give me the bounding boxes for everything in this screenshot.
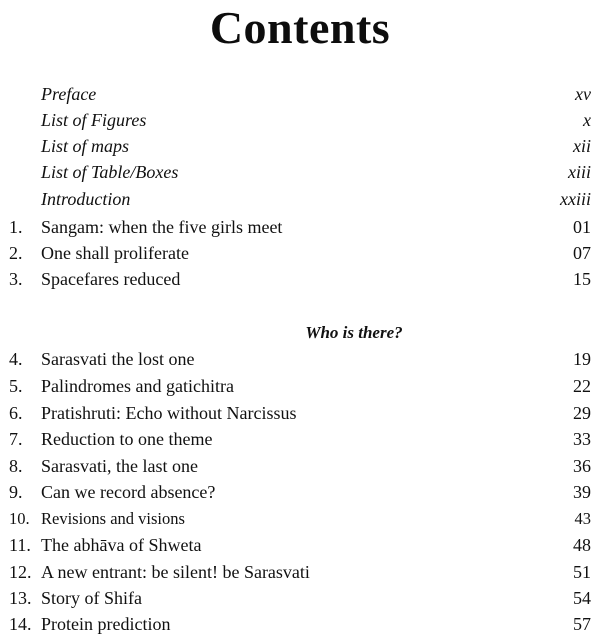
toc-entry-label: Reduction to one theme [41, 429, 213, 449]
toc-entry-chapter-14[interactable] [0, 611, 600, 637]
toc-entry-number: 6. [9, 403, 23, 423]
toc-entry-page: xii [573, 136, 591, 156]
toc-entry-introduction[interactable] [0, 186, 600, 212]
toc-entry-number: 4. [9, 349, 23, 369]
toc-entry-label: Spacefares reduced [41, 269, 181, 289]
section-heading-text: Who is there? [305, 323, 403, 342]
toc-entry-page: 36 [573, 456, 591, 476]
toc-entry-number: 2. [9, 243, 23, 263]
toc-entry-label: Story of Shifa [41, 588, 142, 608]
toc-entry-page: 22 [573, 376, 591, 396]
toc-entry-page: 57 [573, 614, 591, 634]
toc-entry-number: 14. [9, 614, 32, 634]
toc-entry-label: Sangam: when the five girls meet [41, 217, 283, 237]
toc-entry-page: 19 [573, 349, 591, 369]
toc-entry-chapter-12[interactable] [0, 559, 600, 585]
toc-entry-page: 54 [573, 588, 591, 608]
toc-entry-number: 12. [9, 562, 32, 582]
toc-entry-chapter-4[interactable] [0, 346, 600, 372]
toc-entry-page: xiii [568, 162, 591, 182]
toc-entry-page: 29 [573, 403, 591, 423]
toc-entry-page: 43 [574, 509, 591, 528]
toc-entry-label: List of Table/Boxes [41, 162, 179, 182]
section-heading [0, 320, 600, 346]
toc-entry-number: 1. [9, 217, 23, 237]
toc-entry-page: 48 [573, 535, 591, 555]
toc-entry-label: Preface [41, 84, 97, 104]
toc-entry-chapter-3[interactable] [0, 266, 600, 292]
toc-entry-chapter-2[interactable] [0, 240, 600, 266]
toc-entry-label: Sarasvati, the last one [41, 456, 198, 476]
toc-entry-number: 11. [9, 535, 31, 555]
toc-entry-chapter-1[interactable] [0, 214, 600, 240]
toc-entry-label: Pratishruti: Echo without Narcissus [41, 403, 297, 423]
toc-entry-label: A new entrant: be silent! be Sarasvati [41, 562, 310, 582]
toc-entry-chapter-11[interactable] [0, 532, 600, 558]
toc-entry-page: 39 [573, 482, 591, 502]
toc-entry-number: 7. [9, 429, 23, 449]
toc-entry-list-of-tables[interactable] [0, 159, 600, 185]
toc-entry-list-of-figures[interactable] [0, 107, 600, 133]
toc-entry-page: 07 [573, 243, 591, 263]
toc-entry-label: List of maps [41, 136, 130, 156]
toc-entry-number: 13. [9, 588, 32, 608]
toc-entry-label: Protein prediction [41, 614, 171, 634]
toc-entry-chapter-7[interactable] [0, 426, 600, 452]
toc-entry-page: 51 [573, 562, 591, 582]
toc-entry-page: 15 [573, 269, 591, 289]
toc-entry-page: 33 [573, 429, 591, 449]
page-title: Contents [209, 2, 391, 53]
toc-entry-label: Can we record absence? [41, 482, 216, 502]
toc-entry-preface[interactable] [0, 81, 600, 107]
toc-entry-label: One shall proliferate [41, 243, 189, 263]
toc-entry-label: Palindromes and gatichitra [41, 376, 234, 396]
toc-entry-label: Sarasvati the lost one [41, 349, 195, 369]
toc-entry-label: List of Figures [41, 110, 147, 130]
toc-entry-label: Introduction [41, 189, 131, 209]
toc-entry-list-of-maps[interactable] [0, 133, 600, 159]
toc-entry-chapter-13[interactable] [0, 585, 600, 611]
toc-entry-page: xxiii [560, 189, 591, 209]
toc-entry-chapter-5[interactable] [0, 373, 600, 399]
toc-entry-page: x [583, 110, 591, 130]
toc-entry-chapter-8[interactable] [0, 453, 600, 479]
toc-entry-number: 9. [9, 482, 23, 502]
toc-entry-number: 5. [9, 376, 23, 396]
toc-entry-label: The abhāva of Shweta [41, 535, 202, 555]
toc-entry-chapter-6[interactable] [0, 400, 600, 426]
toc-entry-chapter-10[interactable] [0, 506, 600, 532]
toc-entry-page: 01 [573, 217, 591, 237]
toc-entry-page: xv [575, 84, 591, 104]
toc-entry-number: 3. [9, 269, 23, 289]
toc-entry-number: 8. [9, 456, 23, 476]
toc-entry-chapter-9[interactable] [0, 479, 600, 505]
toc-entry-number: 10. [9, 509, 30, 528]
toc-entry-label: Revisions and visions [41, 509, 185, 528]
